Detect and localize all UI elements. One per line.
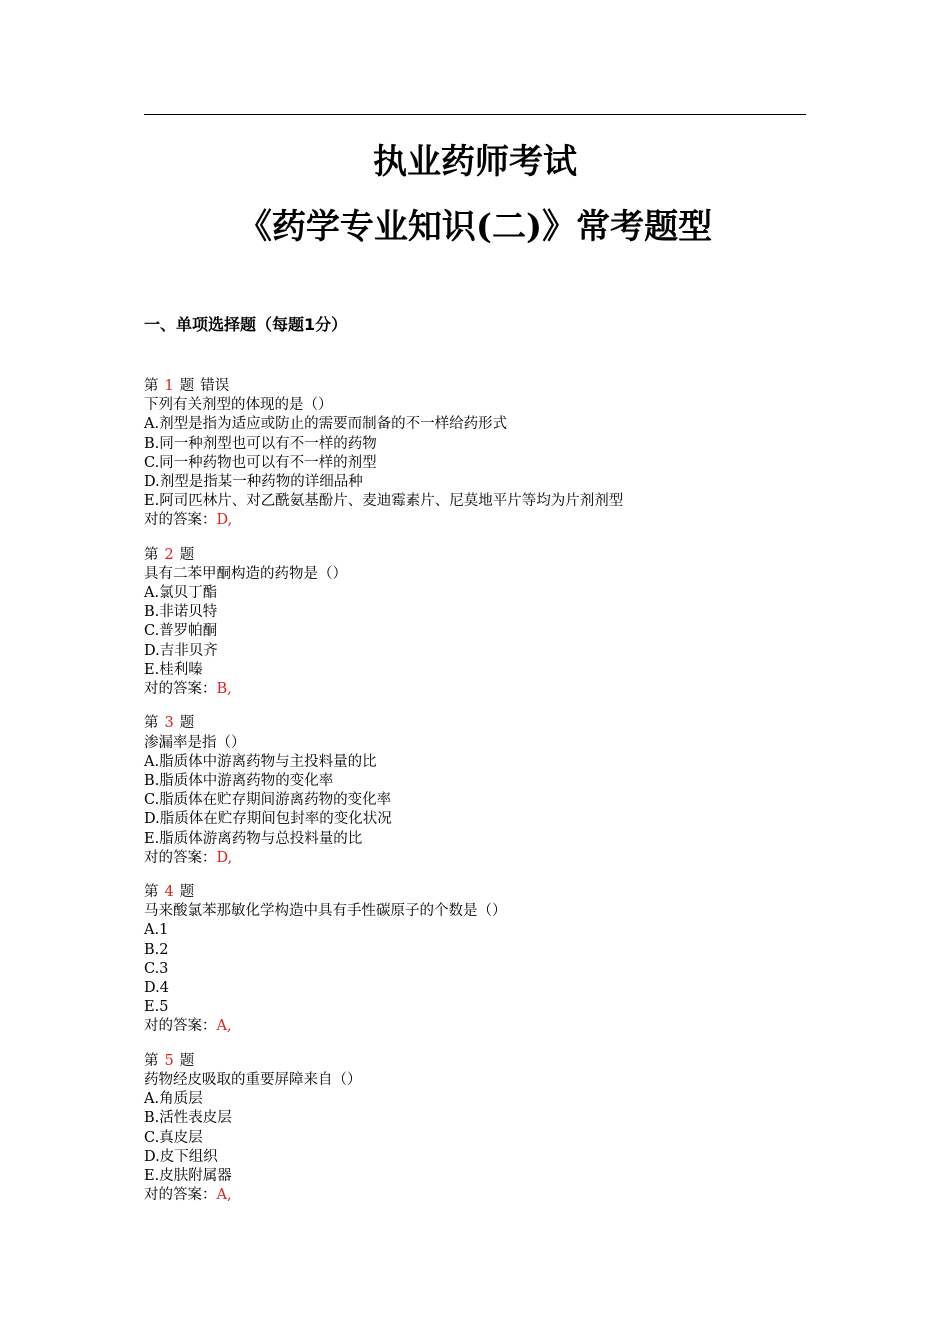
answer-option: D.脂质体在贮存期间包封率的变化状况 xyxy=(144,811,392,828)
answer-label: 对的答案： xyxy=(144,1187,217,1204)
answer-option: C.同一种药物也可以有不一样的剂型 xyxy=(144,454,377,471)
question-stem: 具有二苯甲酮构造的药物是（） xyxy=(144,565,347,582)
question-suffix: 题 xyxy=(179,378,195,394)
answer-option: D.皮下组织 xyxy=(144,1148,218,1165)
question-suffix: 题 xyxy=(179,1052,195,1069)
question-stem: 药物经皮吸取的重要屏障来自（） xyxy=(144,1071,362,1088)
section-heading: 一、单项选择题（每题1分） xyxy=(144,315,348,334)
question-header xyxy=(144,883,844,902)
answer-option: B.2 xyxy=(144,941,169,958)
question-status: 错误 xyxy=(200,378,230,394)
question-prefix: 第 xyxy=(144,715,159,732)
answer-label: 对的答案： xyxy=(144,681,217,697)
question-prefix: 第 xyxy=(144,546,159,563)
correct-answer xyxy=(144,511,844,530)
question-stem: 渗漏率是指（） xyxy=(144,734,246,751)
answer-option: A.剂型是指为适应或防止的需要而制备的不一样给药形式 xyxy=(144,416,508,433)
answer-option: B.非诺贝特 xyxy=(144,604,218,621)
question-header xyxy=(144,546,844,565)
question-number: 2 xyxy=(164,546,174,563)
document-title: 执业药师考试 xyxy=(373,142,577,182)
answer-label: 对的答案： xyxy=(144,849,217,866)
answer-option: B.同一种剂型也可以有不一样的药物 xyxy=(144,435,377,452)
answer-option: A.脂质体中游离药物与主投料量的比 xyxy=(144,753,377,770)
question-item xyxy=(144,546,844,700)
answer-value: A, xyxy=(216,1018,232,1035)
answer-option: A.氯贝丁酯 xyxy=(144,585,218,602)
question-number: 5 xyxy=(164,1052,174,1069)
answer-option: A.角质层 xyxy=(144,1091,203,1108)
answer-option: D.4 xyxy=(144,980,169,996)
answer-value: D, xyxy=(216,512,233,529)
answer-value: B, xyxy=(216,681,232,697)
question-item xyxy=(144,714,844,868)
question-suffix: 题 xyxy=(179,884,195,901)
question-suffix: 题 xyxy=(179,715,195,732)
answer-option: B.脂质体中游离药物的变化率 xyxy=(144,772,334,789)
answer-option: C.普罗帕酮 xyxy=(144,623,218,640)
question-stem: 马来酸氯苯那敏化学构造中具有手性碳原子的个数是（） xyxy=(144,903,507,920)
question-header xyxy=(144,714,844,733)
question-stem: 下列有关剂型的体现的是（） xyxy=(144,397,333,414)
question-header xyxy=(144,1052,844,1071)
question-item xyxy=(144,1052,844,1206)
answer-option: E.桂利嗪 xyxy=(144,661,203,678)
question-item xyxy=(144,883,844,1037)
answer-option: C.真皮层 xyxy=(144,1129,203,1146)
correct-answer xyxy=(144,1186,844,1205)
question-header xyxy=(144,377,844,396)
question-list xyxy=(144,377,844,1220)
question-number: 4 xyxy=(164,884,174,901)
answer-value: D, xyxy=(216,849,233,866)
answer-option: B.活性表皮层 xyxy=(144,1110,232,1127)
correct-answer xyxy=(144,849,844,868)
answer-option: E.皮肤附属器 xyxy=(144,1167,232,1184)
answer-option: E.脂质体游离药物与总投料量的比 xyxy=(144,830,363,847)
question-number: 3 xyxy=(164,715,174,732)
correct-answer xyxy=(144,1017,844,1036)
answer-option: D.剂型是指某一种药物的详细品种 xyxy=(144,473,363,490)
answer-value: A, xyxy=(216,1187,232,1204)
answer-label: 对的答案： xyxy=(144,1018,217,1035)
answer-option: C.脂质体在贮存期间游离药物的变化率 xyxy=(144,792,392,809)
answer-option: A.1 xyxy=(144,922,169,939)
answer-option: C.3 xyxy=(144,960,169,977)
answer-label: 对的答案： xyxy=(144,512,217,529)
question-prefix: 第 xyxy=(144,378,159,394)
header-rule xyxy=(144,114,806,115)
document-subtitle: 《药学专业知识(二)》常考题型 xyxy=(237,207,713,247)
question-prefix: 第 xyxy=(144,884,159,901)
answer-option: E.5 xyxy=(144,999,169,1016)
question-prefix: 第 xyxy=(144,1052,159,1069)
question-number: 1 xyxy=(164,378,174,394)
correct-answer xyxy=(144,680,844,699)
answer-option: D.吉非贝齐 xyxy=(144,642,218,659)
question-item xyxy=(144,377,844,531)
question-suffix: 题 xyxy=(179,546,195,563)
answer-option: E.阿司匹林片、对乙酰氨基酚片、麦迪霉素片、尼莫地平片等均为片剂剂型 xyxy=(144,493,624,510)
